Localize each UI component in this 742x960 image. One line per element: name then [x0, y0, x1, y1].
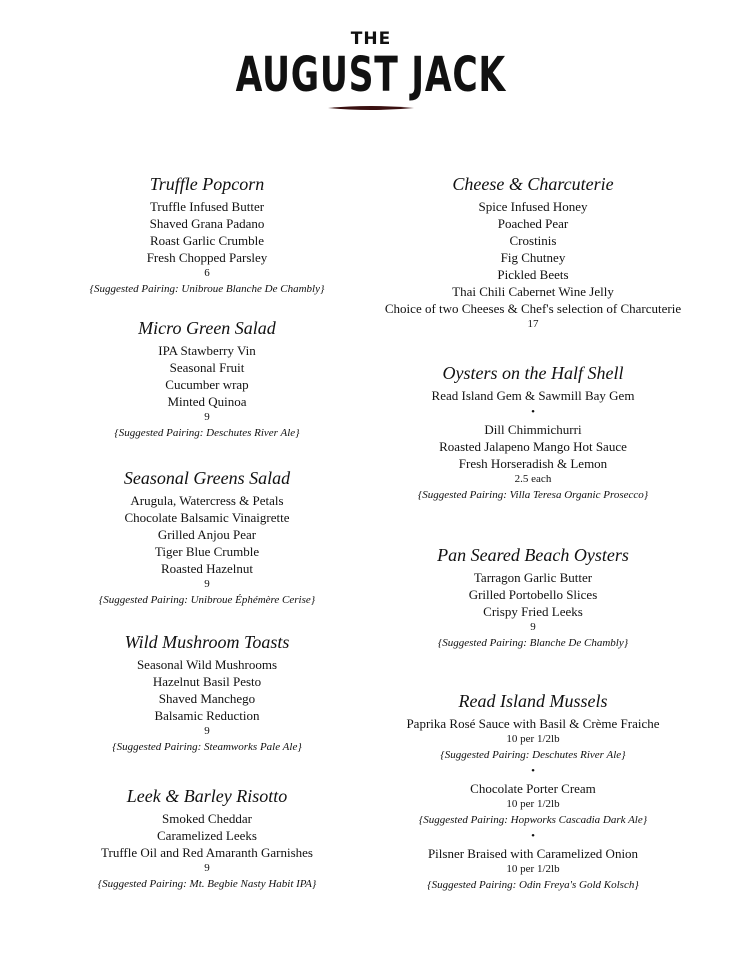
- item-ingredient: Balsamic Reduction: [154, 708, 260, 723]
- item-ingredient: Minted Quinoa: [167, 394, 247, 409]
- item-title: Seasonal Greens Salad: [123, 468, 291, 488]
- item-pairing: {Suggested Pairing: Villa Teresa Organic Prosecco}: [417, 489, 649, 501]
- item-price: 9: [204, 411, 210, 423]
- mussel-option-pairing: {Suggested Pairing: Hopworks Cascadia Dark Ale}: [418, 814, 648, 826]
- item-price: 6: [204, 267, 210, 279]
- item-title: Pan Seared Beach Oysters: [437, 545, 629, 565]
- item-title: Read Island Mussels: [458, 691, 608, 711]
- logo: [0, 30, 742, 112]
- item-ingredient: Roasted Hazelnut: [160, 561, 254, 576]
- item-ingredient: Fig Chutney: [500, 250, 566, 265]
- item-price: 17: [527, 318, 539, 330]
- mussel-option-price: 10 per 1/2lb: [506, 798, 560, 810]
- item-ingredient: Crostinis: [509, 233, 557, 248]
- menu-item-wild-mushroom-toasts: [37, 630, 377, 755]
- item-ingredient: Truffle Oil and Red Amaranth Garnishes: [101, 845, 313, 860]
- item-title: Wild Mushroom Toasts: [124, 632, 290, 652]
- item-ingredient: Spice Infused Honey: [478, 199, 588, 214]
- mussel-option-pairing: {Suggested Pairing: Deschutes River Ale}: [440, 749, 626, 761]
- mussel-option-pairing: {Suggested Pairing: Odin Freya's Gold Kolsch}: [427, 879, 639, 891]
- menu-item-cheese-charcuterie: [363, 172, 703, 332]
- item-pairing: {Suggested Pairing: Unibroue Blanche De Chambly}: [89, 283, 325, 295]
- item-ingredient: Tiger Blue Crumble: [154, 544, 260, 559]
- item-ingredient: Crispy Fried Leeks: [483, 604, 583, 619]
- item-title: Oysters on the Half Shell: [442, 363, 624, 383]
- item-pairing: {Suggested Pairing: Blanche De Chambly}: [437, 637, 629, 649]
- mussel-option-name: Pilsner Braised with Caramelized Onion: [427, 846, 639, 861]
- item-pairing: {Suggested Pairing: Steamworks Pale Ale}: [112, 741, 302, 753]
- item-ingredient: Poached Pear: [497, 216, 569, 231]
- item-ingredient: Grilled Anjou Pear: [157, 527, 257, 542]
- menu-item-micro-green-salad: [37, 316, 377, 441]
- mussel-option-name: Paprika Rosé Sauce with Basil & Crème Fraiche: [406, 716, 660, 731]
- item-ingredient: Grilled Portobello Slices: [468, 587, 598, 602]
- menu-item-oysters-half-shell: [363, 361, 703, 503]
- item-ingredient: Thai Chili Cabernet Wine Jelly: [452, 284, 614, 299]
- item-ingredient: Roasted Jalapeno Mango Hot Sauce: [439, 439, 627, 454]
- item-ingredient: Cucumber wrap: [165, 377, 249, 392]
- mussel-option-name: Chocolate Porter Cream: [470, 781, 596, 796]
- item-ingredient: Hazelnut Basil Pesto: [152, 674, 262, 689]
- item-pairing: {Suggested Pairing: Unibroue Éphémère Cerise}: [98, 594, 316, 606]
- item-title: Truffle Popcorn: [149, 174, 265, 194]
- bullet-separator: •: [531, 765, 535, 777]
- bullet-separator: •: [531, 830, 535, 842]
- item-title: Micro Green Salad: [138, 318, 276, 338]
- item-ingredient: Roast Garlic Crumble: [149, 233, 265, 248]
- item-price: 2.5 each: [514, 473, 552, 485]
- item-ingredient: Arugula, Watercress & Petals: [130, 493, 284, 508]
- bullet-separator: •: [531, 406, 535, 418]
- item-price: 9: [204, 862, 210, 874]
- mussel-option-price: 10 per 1/2lb: [506, 733, 560, 745]
- menu-item-read-island-mussels: [363, 689, 703, 893]
- item-ingredient: Dill Chimmichurri: [484, 422, 582, 437]
- logo-name: AUGUST JACK: [235, 47, 507, 103]
- logo-swoosh-icon: [326, 104, 416, 112]
- item-ingredient: Tarragon Garlic Butter: [473, 570, 593, 585]
- mussel-option-price: 10 per 1/2lb: [506, 863, 560, 875]
- item-price: 9: [530, 621, 536, 633]
- item-ingredient: Truffle Infused Butter: [149, 199, 265, 214]
- item-ingredient: Fresh Chopped Parsley: [146, 250, 268, 265]
- item-ingredient: Caramelized Leeks: [157, 828, 257, 843]
- item-pairing: {Suggested Pairing: Mt. Begbie Nasty Habit IPA}: [97, 878, 317, 890]
- item-ingredient: Smoked Cheddar: [162, 811, 252, 826]
- logo-the: THE: [350, 29, 392, 49]
- item-title: Leek & Barley Risotto: [126, 786, 288, 806]
- item-ingredient: Seasonal Wild Mushrooms: [136, 657, 278, 672]
- menu-item-seasonal-greens-salad: [37, 466, 377, 608]
- menu-item-leek-barley-risotto: [37, 784, 377, 892]
- item-price: 9: [204, 578, 210, 590]
- item-price: 9: [204, 725, 210, 737]
- menu-item-truffle-popcorn: [37, 172, 377, 297]
- item-ingredient: Read Island Gem & Sawmill Bay Gem: [431, 388, 635, 403]
- item-ingredient: IPA Stawberry Vin: [158, 343, 256, 358]
- item-title: Cheese & Charcuterie: [452, 174, 614, 194]
- item-ingredient: Fresh Horseradish & Lemon: [458, 456, 608, 471]
- item-ingredient: Seasonal Fruit: [169, 360, 245, 375]
- item-ingredient: Shaved Grana Padano: [149, 216, 265, 231]
- menu-item-pan-seared-beach-oysters: [363, 543, 703, 651]
- item-pairing: {Suggested Pairing: Deschutes River Ale}: [114, 427, 300, 439]
- item-ingredient: Chocolate Balsamic Vinaigrette: [124, 510, 290, 525]
- item-ingredient: Shaved Manchego: [158, 691, 256, 706]
- item-ingredient: Choice of two Cheeses & Chef's selection of Charcuterie: [384, 301, 682, 316]
- item-ingredient: Pickled Beets: [497, 267, 569, 282]
